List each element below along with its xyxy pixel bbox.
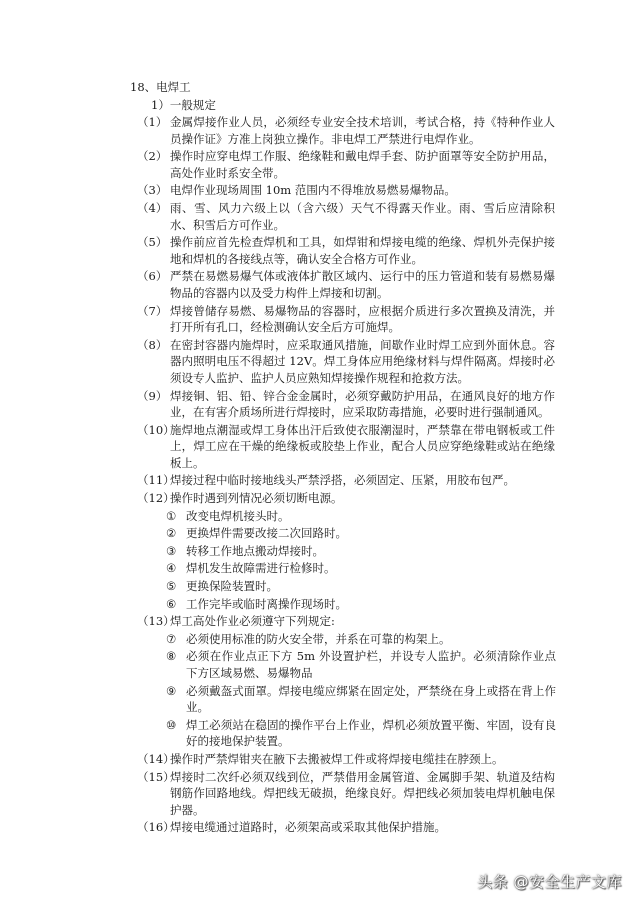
rule-text: 焊接时二次纤必须双线到位，严禁借用金属管道、金属脚手架、轨道及结构钢筋作回路地线。焊把线无破损，绝缘良好。焊把线必须加装电焊机触电保护器。 — [170, 769, 555, 817]
rule-number: （15） — [137, 769, 175, 784]
sub-item-text: 更换保险装置时。 — [186, 579, 278, 594]
sub-item-marker: ⑥ — [166, 596, 177, 611]
rule-item-9 — [0, 388, 555, 421]
rule-number: （7） — [137, 303, 168, 318]
sub-item — [0, 596, 556, 613]
rule-item-10 — [0, 422, 555, 472]
rule-item-12 — [0, 490, 555, 507]
sub-item-marker: ⑩ — [166, 717, 177, 732]
sub-item — [0, 560, 556, 577]
sub-item-text: 焊工必须站在稳固的操作平台上作业，焊机必须放置平衡、牢固，设有良好的接地保护装置。 — [186, 717, 556, 749]
sub-item-text: 必须在作业点正下方 5m 外设置护栏，并设专人监护。必须清除作业点下方区域易燃、易爆物品 — [186, 649, 556, 680]
rule-text: 金属焊接作业人员，必须经专业安全技术培训，考试合格，持《特种作业人员操作证》方准上岗独立操作。非电焊工严禁进行电焊作业。 — [170, 115, 555, 146]
watermark: 头条 @安全生产文库 — [477, 873, 622, 891]
rule-number: （11） — [137, 473, 175, 488]
rule-text: 焊接曾储存易燃、易爆物品的容器时，应根据介质进行多次置换及清洗，并打开所有孔口，经检测确认安全后方可施焊。 — [170, 303, 555, 335]
sub-item-marker: ③ — [166, 543, 177, 558]
rules-list — [0, 114, 640, 837]
sub-item-text: 转移工作地点搬动焊接时。 — [186, 543, 324, 558]
rule-number: （4） — [137, 200, 168, 215]
rule-item-2 — [0, 148, 555, 181]
rule-item-15 — [0, 769, 555, 819]
rule-text: 焊接过程中临时接地线头严禁浮搭，必须固定、压紧，用胶布包严。 — [170, 473, 515, 488]
sub-item-text: 工作完毕或临时离操作现场时。 — [186, 596, 347, 611]
rule-item-8 — [0, 337, 555, 387]
rule-item-16 — [0, 819, 555, 836]
sub-item — [0, 578, 556, 595]
sub-item-text: 更换焊件需要改接二次回路时。 — [186, 526, 347, 541]
sub-item-marker: ⑤ — [166, 579, 177, 594]
rule-text: 操作时应穿电焊工作服、绝缘鞋和戴电焊手套、防护面罩等安全防护用品，高处作业时系安全带。 — [170, 149, 555, 180]
rule-number: （6） — [137, 269, 168, 284]
sub-item — [0, 631, 556, 648]
sub-item — [0, 525, 556, 542]
rule-text: 电焊作业现场周围 10m 范围内不得堆放易燃易爆物品。 — [170, 183, 456, 198]
sub-item-text: 必须戴盔式面罩。焊接电缆应绑紧在固定处，严禁绕在身上或搭在背上作业。 — [186, 683, 556, 715]
rule-text: 在密封容器内施焊时，应采取通风措施，间歇作业时焊工应到外面休息。容器内照明电压不得超过 12V。焊工身体应用绝缘材料与焊件隔离。焊接时必须设专人监护、监护人员应熟知焊接操作规程和抢救方法。 — [170, 337, 555, 385]
rule-item-5 — [0, 234, 555, 267]
rule-text: 雨、雪、风力六级上以（含六级）天气不得露天作业。雨、雪后应清除积水、积雪后方可作业。 — [170, 200, 555, 232]
rule-item-4 — [0, 200, 555, 233]
sub-item — [0, 508, 556, 525]
rule-item-11 — [0, 472, 555, 489]
sub-item — [0, 717, 556, 750]
subsection-title: 1）一般规定 — [151, 98, 216, 112]
sub-item — [0, 648, 556, 681]
rule-text: 施焊地点潮湿或焊工身体出汗后致使衣服潮湿时，严禁靠在带电钢板或工件上，焊工应在干燥的绝缘板或胶垫上作业，配合人员应穿绝缘鞋或站在绝缘板上。 — [170, 422, 555, 470]
sub-item-marker: ⑦ — [166, 631, 177, 646]
rule-number: （2） — [137, 149, 168, 164]
rule-number: （16） — [137, 820, 175, 835]
rule-item-13 — [0, 613, 555, 630]
rule-text: 操作时严禁焊钳夹在腋下去搬被焊工件或将焊接电缆挂在脖颈上。 — [170, 751, 504, 766]
sub-item-marker: ① — [166, 508, 177, 523]
sub-item — [0, 683, 556, 716]
rule-text: 焊工高处作业必须遵守下列规定: — [170, 614, 335, 629]
rule-item-1 — [0, 114, 555, 147]
rule-number: （12） — [137, 491, 175, 506]
rule-number: （14） — [137, 751, 175, 766]
rule-text: 操作前应首先检查焊机和工具，如焊钳和焊接电缆的绝缘、焊机外壳保护接地和焊机的各接线点等，确认安全合格方可作业。 — [170, 235, 555, 266]
rule-number: （10） — [137, 422, 175, 437]
sub-item — [0, 543, 556, 560]
rule-text: 焊接铜、铝、铅、锌合金金属时，必须穿戴防护用品，在通风良好的地方作业，在有害介质场所进行焊接时，应采取防毒措施，必要时进行强制通风。 — [170, 388, 555, 420]
rule-item-3 — [0, 182, 555, 199]
sub-item-marker: ② — [166, 526, 177, 541]
sub-item-marker: ⑨ — [166, 683, 177, 698]
rule-number: （1） — [137, 115, 168, 129]
sub-item-text: 焊机发生故障需进行检修时。 — [186, 561, 336, 576]
sub-item-marker: ④ — [166, 561, 177, 576]
rule-number: （3） — [137, 183, 168, 198]
rule-text: 焊接电缆通过道路时，必须架高或采取其他保护措施。 — [170, 820, 446, 835]
rule-number: （8） — [137, 337, 168, 352]
sub-item-text: 必须使用标准的防火安全带，并系在可靠的构架上。 — [186, 631, 451, 646]
rule-text: 严禁在易燃易爆气体或液体扩散区域内、运行中的压力管道和装有易燃易爆物品的容器内以及受力构件上焊接和切割。 — [170, 269, 555, 300]
rule-number: （5） — [137, 235, 168, 250]
rule-item-6 — [0, 268, 555, 301]
rule-number: （13） — [137, 614, 175, 629]
section-title: 18、电焊工 — [130, 80, 191, 94]
rule-number: （9） — [137, 388, 168, 403]
rule-text: 操作时遇到列情况必须切断电源。 — [170, 491, 343, 506]
rule-item-7 — [0, 303, 555, 336]
rule-item-14 — [0, 751, 555, 768]
sub-item-marker: ⑧ — [166, 649, 177, 664]
sub-item-text: 改变电焊机接头时。 — [186, 508, 290, 523]
